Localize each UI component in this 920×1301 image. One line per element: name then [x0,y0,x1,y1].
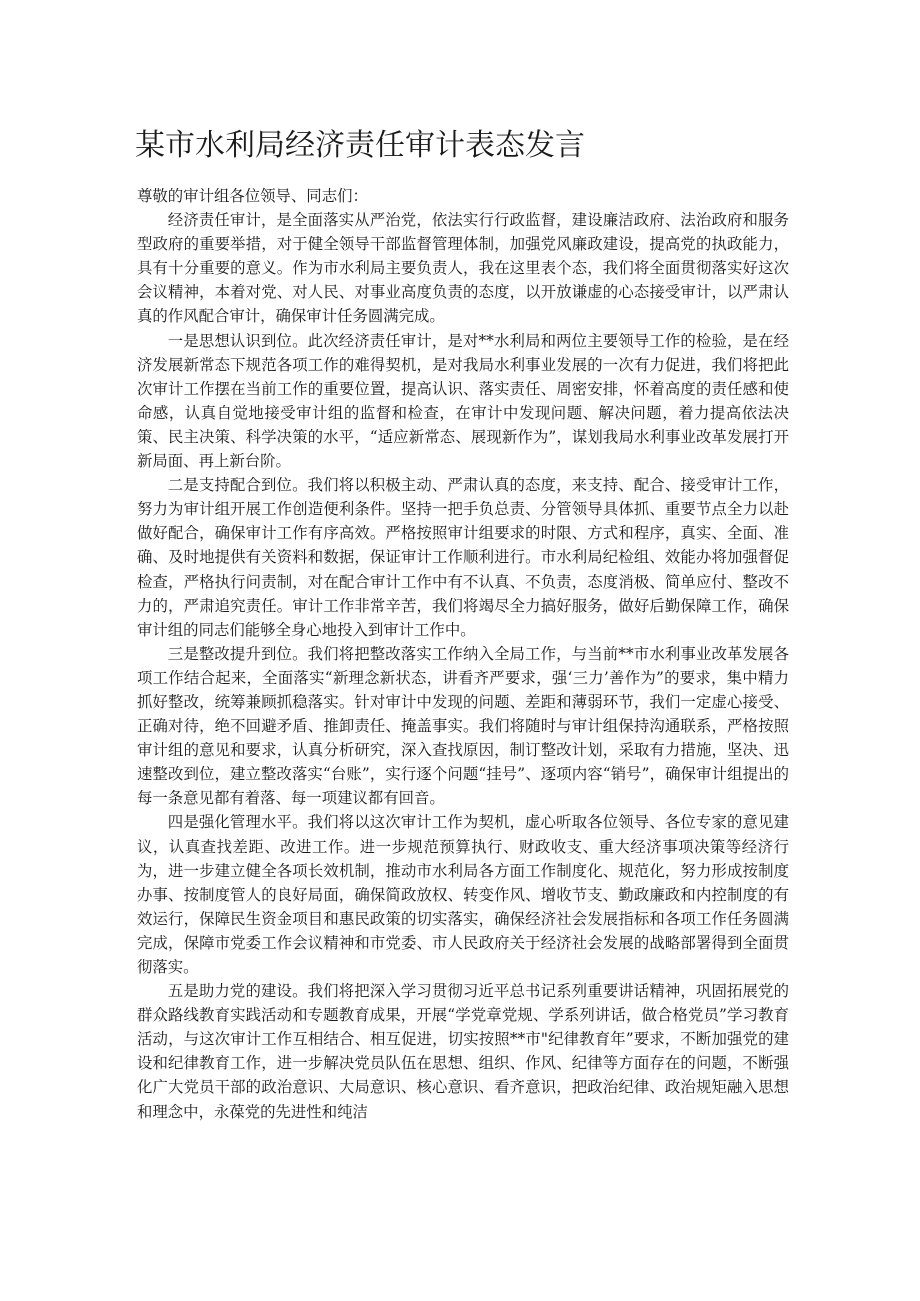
document-title: 某市水利局经济责任审计表态发言 [135,128,585,163]
salutation: 尊敬的审计组各位领导、同志们： [137,187,368,205]
paragraph-point-3: 三是整改提升到位。我们将把整改落实工作纳入全局工作，与当前**市水利事业改革发展各项工作结合起来，全面落实“新理念新状态，讲看齐严要求，强‘三力’善作为”的要求，集中精力抓好整改，统筹兼顾抓稳落实。针对审计中发现的问题、差距和薄弱环节，我们一定虚心接受、正确对待，绝不回避矛盾、推卸责任、掩盖事实。我们将随时与审计组保持沟通联系，严格按照审计组的意见和要求，认真分析研究，深入查找原因，制订整改计划，采取有力措施，坚决、迅速整改到位，建立整改落实“台账”，实行逐个问题“挂号”、逐项内容“销号”，确保审计组提出的每一条意见都有着落、每一项建议都有回音。 [137,644,789,808]
paragraph-point-4: 四是强化管理水平。我们将以这次审计工作为契机，虚心听取各位领导、各位专家的意见建议，认真查找差距、改进工作。进一步规范预算执行、财政收支、重大经济事项决策等经济行为，进一步建立健全各项长效机制，推动市水利局各方面工作制度化、规范化，努力形成按制度办事、按制度管人的良好局面，确保简政放权、转变作风、增收节支、勤政廉政和内控制度的有效运行，保障民生资金项目和惠民政策的切实落实，确保经济社会发展指标和各项工作任务圆满完成，保障市党委工作会议精神和市党委、市人民政府关于经济社会发展的战略部署得到全面贯彻落实。 [137,813,789,976]
paragraph-point-2: 二是支持配合到位。我们将以积极主动、严肃认真的态度，来支持、配合、接受审计工作，努力为审计组开展工作创造便利条件。坚持一把手负总责、分管领导具体抓、重要节点全力以赴做好配合，确保审计工作有序高效。严格按照审计组要求的时限、方式和程序，真实、全面、准确、及时地提供有关资料和数据，保证审计工作顺利进行。市水利局纪检组、效能办将加强督促检查，严格执行问责制，对在配合审计工作中有不认真、不负责，态度消极、简单应付、整改不力的，严肃追究责任。审计工作非常辛苦，我们将竭尽全力搞好服务，做好后勤保障工作，确保审计组的同志们能够全身心地投入到审计工作中。 [137,476,789,639]
paragraph-point-1: 一是思想认识到位。此次经济责任审计，是对**水利局和两位主要领导工作的检验，是在经济发展新常态下规范各项工作的难得契机，是对我局水利事业发展的一次有力促进，我们将把此次审计工作摆在当前工作的重要位置，提高认识、落实责任、周密安排，怀着高度的责任感和使命感，认真自觉地接受审计组的监督和检查，在审计中发现问题、解决问题，着力提高依法决策、民主决策、科学决策的水平，“适应新常态、展现新作为”，谋划我局水利事业改革发展打开新局面、再上新台阶。 [137,331,789,471]
document-body [137,184,789,1124]
paragraph-point-5: 五是助力党的建设。我们将把深入学习贯彻习近平总书记系列重要讲话精神，巩固拓展党的群众路线教育实践活动和专题教育成果，开展“学党章党规、学系列讲话，做合格党员”学习教育活动，与这次审计工作互相结合、相互促进，切实按照**市"纪律教育年”要求，不断加强党的建设和纪律教育工作，进一步解决党员队伍在思想、组织、作风、纪律等方面存在的问题，不断强化广大党员干部的政治意识、大局意识、核心意识、看齐意识，把政治纪律、政治规矩融入思想和理念中，永葆党的先进性和纯洁 [137,982,789,1121]
paragraph-intro: 经济责任审计，是全面落实从严治党，依法实行行政监督，建设廉洁政府、法治政府和服务型政府的重要举措，对于健全领导干部监督管理体制，加强党风廉政建设，提高党的执政能力，具有十分重要的意义。作为市水利局主要负责人，我在这里表个态，我们将全面贯彻落实好这次会议精神，本着对党、对人民、对事业高度负责的态度，以开放谦虚的心态接受审计，以严肃认真的作风配合审计，确保审计任务圆满完成。 [137,211,789,326]
